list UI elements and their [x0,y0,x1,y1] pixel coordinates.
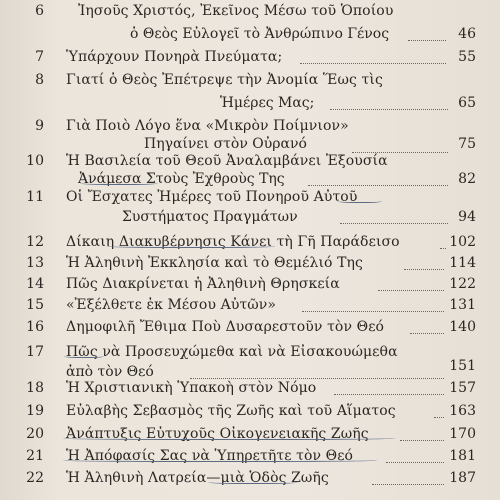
leader-dots [372,484,444,485]
toc-entry-14 [0,275,500,298]
chapter-number: 16 [26,319,44,335]
page-number: 151 [449,358,476,374]
pen-underline [62,458,378,462]
page-number: 55 [458,49,476,65]
chapter-title: Δίκαιη Διακυβέρνησις Κάνει τὴ Γῆ Παράδεισο [66,234,400,250]
page-number: 187 [449,470,476,486]
toc-entry-8 [0,71,500,111]
chapter-number: 9 [35,118,44,134]
pen-underline [106,244,276,248]
chapter-title-continued: Συστήματος Πραγμάτων [122,209,298,225]
pen-underline [80,181,158,185]
chapter-title: Γιὰ Ποιὸ Λόγο ἕνα «Μικρὸν Ποίμνιον» [66,118,349,134]
chapter-title-continued: Ἀνάμεσα Στοὺς Ἐχθροὺς Της [78,171,285,187]
chapter-title: Πῶς Διακρίνεται ἡ Ἀληθινὴ Θρησκεία [66,276,340,292]
toc-entry-17 [0,343,500,380]
chapter-number: 8 [35,72,44,88]
chapter-number: 10 [26,153,44,169]
chapter-title-continued: Ἡμέρες Μας; [220,95,315,111]
chapter-number: 15 [26,297,44,313]
chapter-title: Ἰησοῦς Χριστός, Ἐκεῖνος Μέσω τοῦ Ὁποίου [78,3,394,19]
chapter-number: 12 [26,234,44,250]
leader-dots [378,290,444,291]
chapter-title: Ἡ Βασιλεία τοῦ Θεοῦ Ἀναλαμβάνει Ἐξουσία [66,153,388,169]
chapter-number: 17 [26,344,44,360]
page-number: 131 [449,297,476,313]
page-number: 140 [449,319,476,335]
page-number: 181 [449,448,476,464]
toc-entry-22 [0,469,500,492]
toc-entry-13 [0,254,500,277]
pen-underline [62,436,396,440]
leader-dots [334,394,444,395]
chapter-title-continued: ὁ Θεὸς Εὐλογεῖ τὸ Ἀνθρώπινο Γένος [130,26,390,42]
chapter-title: Οἱ Ἔσχατες Ἡμέρες τοῦ Πονηροῦ Αὐτοῦ [66,189,358,205]
pen-underline [208,480,298,484]
pen-underline [64,354,104,358]
leader-dots [308,185,448,186]
chapter-title: Εὐλαβὴς Σεβασμὸς τῆς Ζωῆς καὶ τοῦ Αἵματος [66,403,396,419]
leader-dots [340,223,448,224]
chapter-number: 13 [26,255,44,271]
chapter-number: 20 [26,426,44,442]
pen-underline [338,199,382,203]
chapter-title: Ἡ Ἀληθινὴ Λατρεία—μιὰ Ὁδὸς Ζωῆς [66,470,329,486]
toc-entry-7 [0,48,500,71]
chapter-title: Ὑπάρχουν Πονηρὰ Πνεύματα; [66,49,283,65]
chapter-number: 14 [26,276,44,292]
chapter-title: Ἀνάπτυξις Εὐτυχοῦς Οἰκογενειακῆς Ζωῆς [66,426,369,442]
page-number: 170 [449,426,476,442]
chapter-title: Ἡ Ἀληθινὴ Ἐκκλησία καὶ τὸ Θεμέλιό Της [66,255,363,271]
toc-entry-15 [0,296,500,319]
page-number: 75 [458,136,476,152]
chapter-number: 19 [26,403,44,419]
toc-entry-18 [0,379,500,402]
page-number: 46 [458,26,476,42]
toc-entry-21 [0,447,500,470]
toc-entry-9 [0,117,500,152]
toc-entry-20 [0,425,500,448]
chapter-number: 6 [35,3,44,19]
page-number: 114 [449,255,476,271]
chapter-title-continued: Πηγαίνει στὸν Οὐρανό [144,136,307,152]
chapter-number: 18 [26,380,44,396]
chapter-title: Ἡ Ἀπόφασίς Σας νὰ Ὑπηρετῆτε τὸν Θεό [66,448,354,464]
chapter-number: 7 [35,49,44,65]
toc-entry-11 [0,188,500,225]
leader-dots [300,63,446,64]
toc-entry-12 [0,233,500,256]
toc-entry-16 [0,318,500,341]
page-number: 122 [449,276,476,292]
toc-entry-10 [0,152,500,187]
chapter-title: Πῶς νὰ Προσευχώμεθα καὶ νὰ Εἰσακουώμεθα [66,344,398,360]
chapter-number: 11 [26,189,44,205]
chapter-title-continued: ἀπὸ τὸν Θεό [66,364,154,380]
leader-dots [302,311,444,312]
page-number: 82 [458,171,476,187]
page-number: 65 [458,95,476,111]
chapter-title: Γιατί ὁ Θεὸς Ἐπέτρεψε τὴν Ἀνομία Ἕως τὶς [66,72,383,88]
page-number: 102 [449,234,476,250]
chapter-title: «Ἐξέλθετε ἐκ Μέσου Αὐτῶν» [66,297,277,313]
chapter-number: 21 [26,448,44,464]
leader-dots [330,109,448,110]
chapter-title: Ἡ Χριστιανικὴ Ὑπακοὴ στὸν Νόμο [66,380,317,396]
chapter-number: 22 [26,470,44,486]
chapter-title: Δημοφιλῆ Ἔθιμα Ποὺ Δυσαρεστοῦν τὸν Θεό [66,319,385,335]
page-number: 157 [449,380,476,396]
toc-entry-19 [0,402,500,425]
toc-entry-6 [0,2,500,42]
page-number: 94 [458,209,476,225]
page-number: 163 [449,403,476,419]
